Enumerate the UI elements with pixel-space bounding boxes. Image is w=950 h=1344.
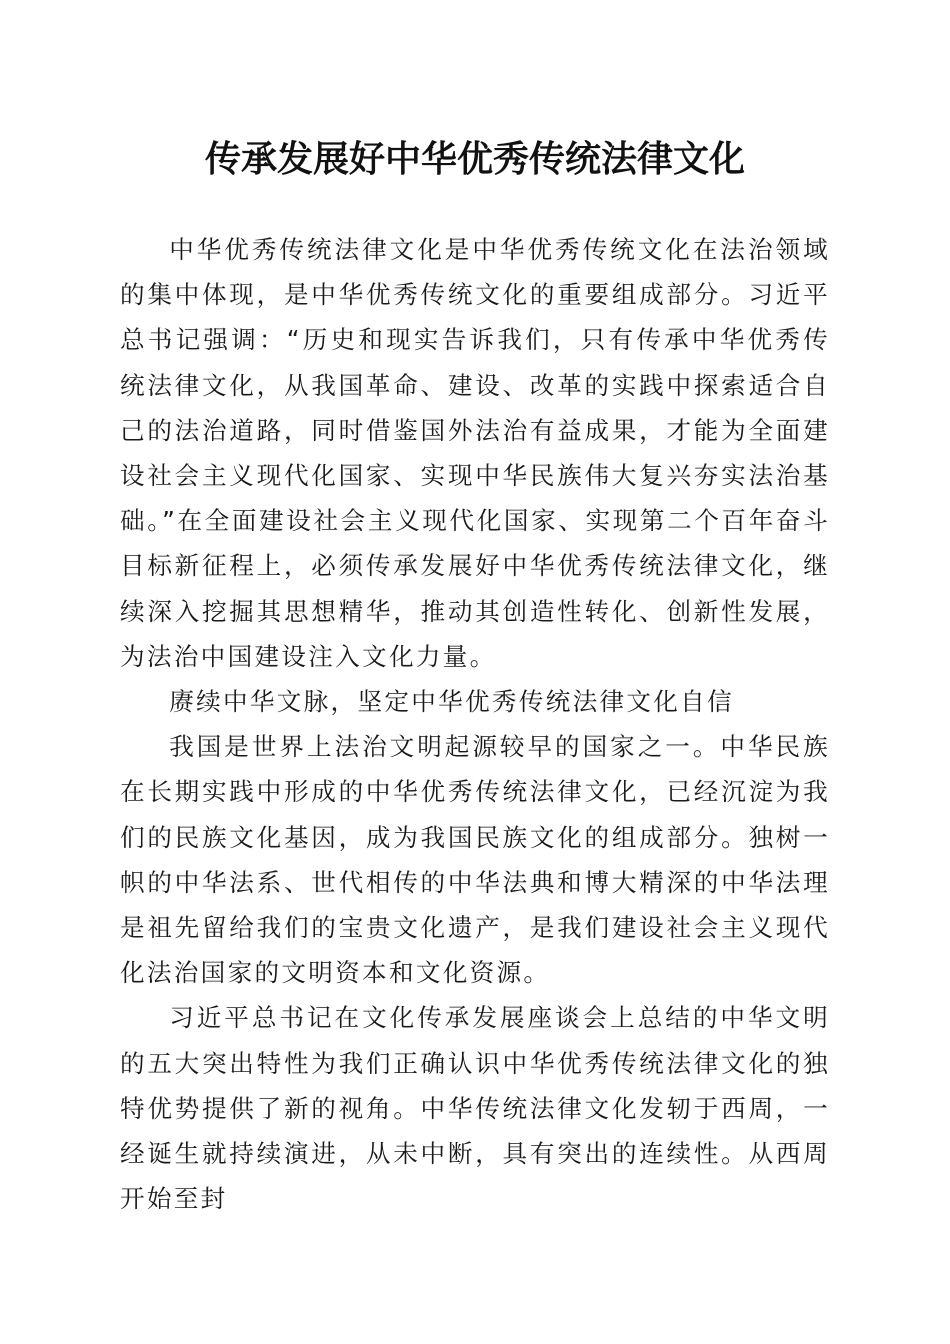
- document-body: [120, 227, 830, 1221]
- document-title: 传承发展好中华优秀传统法律文化: [204, 138, 745, 180]
- paragraph-characteristics: 习近平总书记在文化传承发展座谈会上总结的中华文明的五大突出特性为我们正确认识中华优秀传统法律文化的独特优势提供了新的视角。中华传统法律文化发轫于西周，一经诞生就持续演进，从未中断，具有突出的连续性。从西周开始至封: [120, 1003, 830, 1214]
- section-heading: 赓续中华文脉，坚定中华优秀传统法律文化自信: [169, 687, 734, 717]
- paragraph-intro: 中华优秀传统法律文化是中华优秀传统文化在法治领域的集中体现，是中华优秀传统文化的重要组成部分。习近平总书记强调：“历史和现实告诉我们，只有传承中华优秀传统法律文化，从我国革命、建设、改革的实践中探索适合自己的法治道路，同时借鉴国外法治有益成果，才能为全面建设社会主义现代化国家、实现中华民族伟大复兴夯实法治基础。”在全面建设社会主义现代化国家、实现第二个百年奋斗目标新征程上，必须传承发展好中华优秀传统法律文化，继续深入挖掘其思想精华，推动其创造性转化、创新性发展，为法治中国建设注入文化力量。: [120, 235, 830, 671]
- paragraph-history: 我国是世界上法治文明起源较早的国家之一。中华民族在长期实践中形成的中华优秀传统法律文化，已经沉淀为我们的民族文化基因，成为我国民族文化的组成部分。独树一帜的中华法系、世代相传的中华法典和博大精深的中华法理是祖先留给我们的宝贵文化遗产，是我们建设社会主义现代化法治国家的文明资本和文化资源。: [120, 732, 830, 988]
